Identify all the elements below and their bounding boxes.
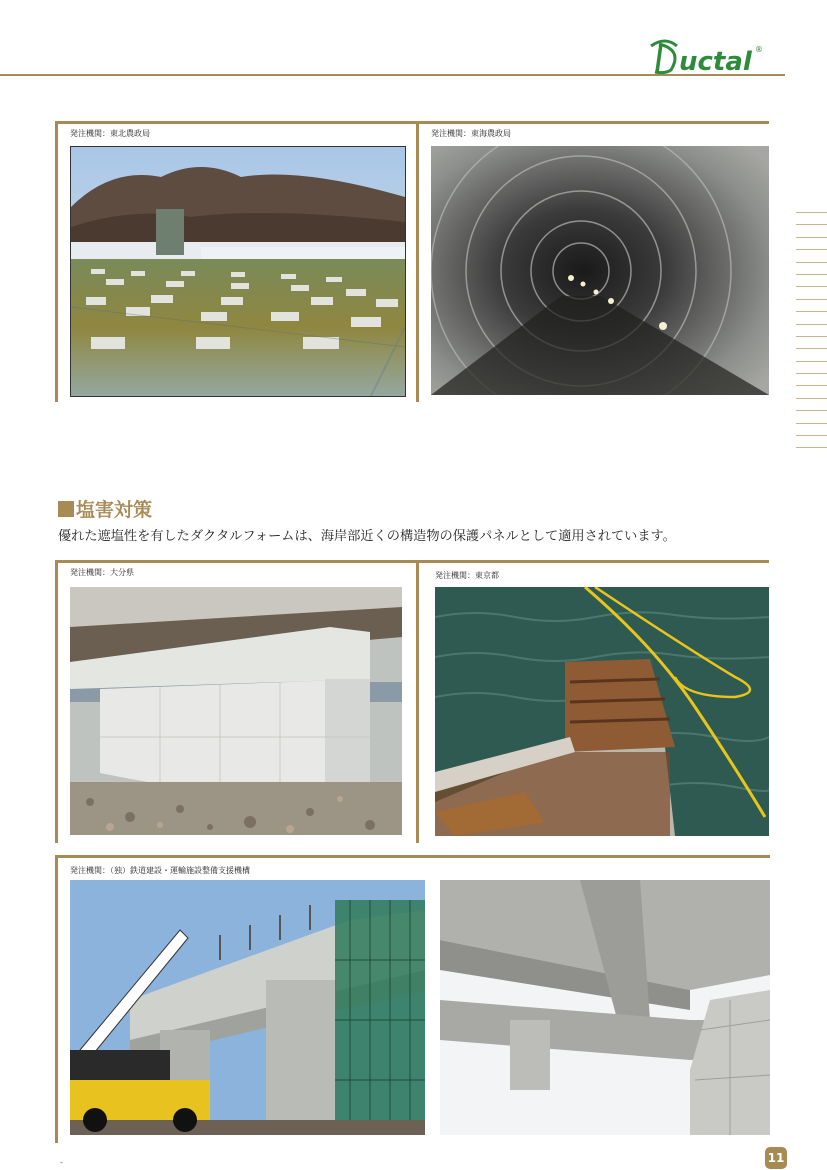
title-square-icon bbox=[58, 501, 74, 517]
section-lead: 優れた遮塩性を有したダクタルフォームは、海岸部近くの構造物の保護パネルとして適用されています。 bbox=[58, 529, 676, 544]
page-number: 11 bbox=[765, 1147, 787, 1169]
photo-caption: 発注機関：東京都 bbox=[435, 571, 499, 580]
photo-panel-mid-left bbox=[55, 560, 420, 843]
section-title bbox=[58, 498, 152, 522]
ductal-logo bbox=[647, 34, 777, 76]
svg-text:uctal: uctal bbox=[679, 47, 752, 76]
photo-caption: 発注機関：（独）鉄道建設・運輸施設整備支援機構 bbox=[70, 866, 250, 875]
photo-panel-top-right bbox=[416, 121, 769, 402]
viaduct-crane-photo bbox=[70, 880, 425, 1135]
section-title-text: 塩害対策 bbox=[76, 499, 153, 521]
tunnel-photo bbox=[431, 146, 769, 395]
photo-caption: 発注機関：大分県 bbox=[70, 568, 134, 577]
photo-caption: 発注機関：東海農政局 bbox=[431, 129, 511, 138]
footer-mark: - bbox=[60, 1158, 63, 1167]
viaduct-underside-photo bbox=[440, 880, 770, 1135]
photo-panel-bottom bbox=[55, 855, 770, 1143]
photo-caption: 発注機関：東北農政局 bbox=[70, 129, 150, 138]
bridge-pier-photo bbox=[70, 587, 402, 835]
photo-panel-top-left bbox=[55, 121, 420, 402]
boat-photo bbox=[435, 587, 769, 836]
photo-panel-mid-right bbox=[416, 560, 769, 843]
side-index-ticks bbox=[796, 212, 827, 462]
svg-text:®: ® bbox=[755, 45, 763, 54]
weir-photo bbox=[70, 146, 406, 397]
